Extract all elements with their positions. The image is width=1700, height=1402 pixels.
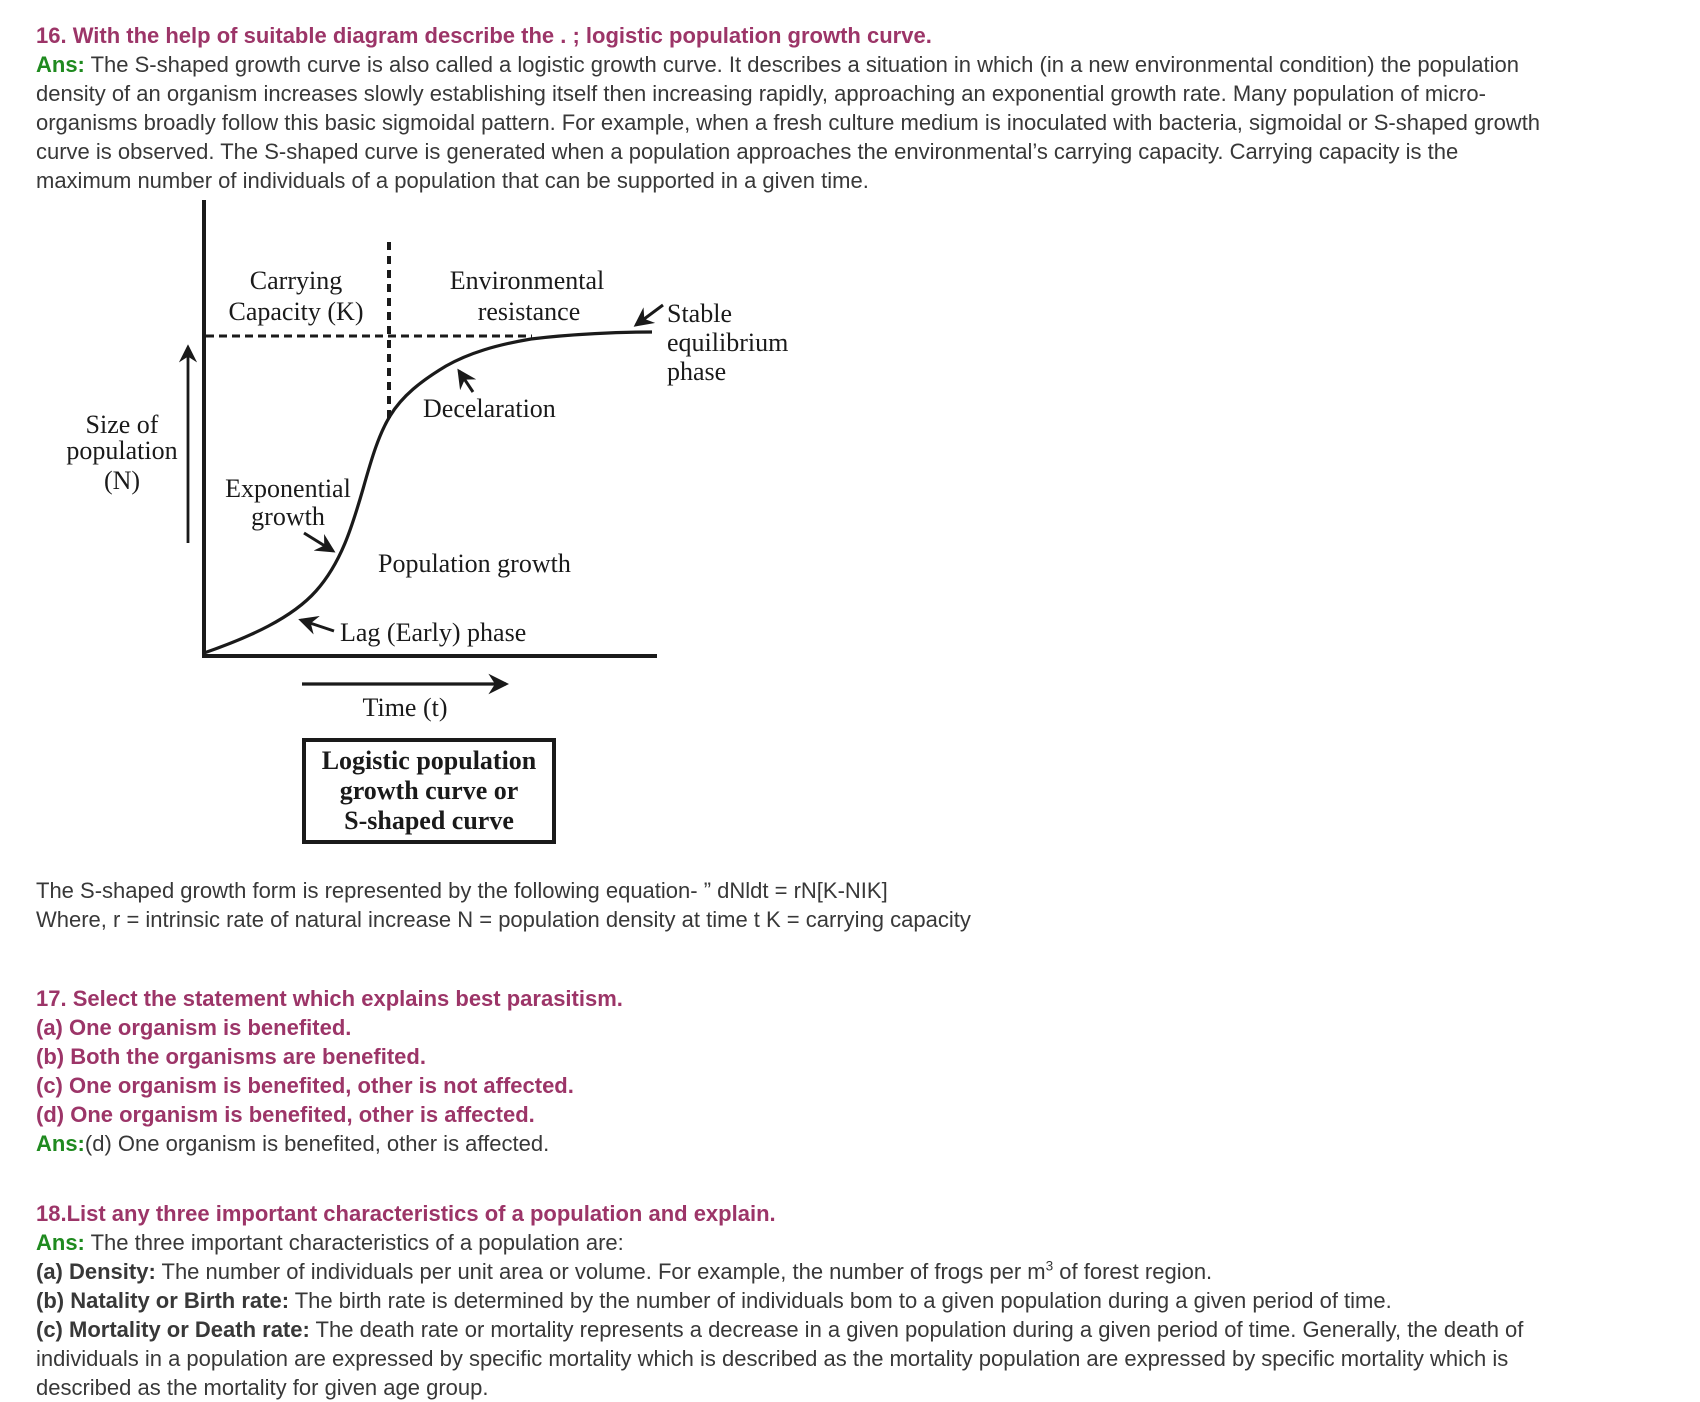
question-18-item-natality bbox=[36, 1286, 1556, 1315]
caption-box-line2: growth curve or bbox=[339, 776, 519, 805]
equation-line1: The S-shaped growth form is represented by the following equation- ” dNldt = rN[K-NIK] bbox=[36, 878, 888, 903]
item-text-after: of forest region. bbox=[1053, 1259, 1213, 1284]
item-text: The birth rate is determined by the number of individuals bom to a given population during a given period of time. bbox=[289, 1288, 1392, 1313]
question-18-heading: 18.List any three important characteristics of a population and explain. bbox=[36, 1201, 776, 1226]
item-label: (c) Mortality or Death rate: bbox=[36, 1317, 310, 1342]
environmental-resistance-label-line2: resistance bbox=[477, 297, 581, 326]
question-17-option-c: (c) One organism is benefited, other is not affected. bbox=[36, 1073, 574, 1098]
deceleration-label: Decelaration bbox=[423, 394, 556, 423]
answer-intro-text: The three important characteristics of a population are: bbox=[90, 1230, 624, 1255]
question-18-item-mortality bbox=[36, 1315, 1556, 1402]
question-18-answer-intro bbox=[36, 1228, 1556, 1257]
size-of-population-label-line3: (N) bbox=[103, 466, 141, 495]
lag-phase-arrow bbox=[301, 620, 334, 631]
carrying-capacity-label-line1: Carrying bbox=[249, 266, 343, 295]
carrying-capacity-label-line2: Capacity (K) bbox=[228, 297, 364, 326]
stable-equilibrium-label-line3: phase bbox=[667, 357, 727, 386]
question-17-section bbox=[36, 984, 1556, 1158]
population-growth-label: Population growth bbox=[378, 549, 571, 578]
question-17-option-d: (d) One organism is benefited, other is affected. bbox=[36, 1102, 535, 1127]
lag-phase-label: Lag (Early) phase bbox=[340, 618, 527, 647]
stable-equilibrium-arrow bbox=[636, 305, 663, 325]
stable-equilibrium-label-line2: equilibrium bbox=[667, 328, 789, 357]
answer-label: Ans: bbox=[36, 1230, 85, 1255]
equation-line2: Where, r = intrinsic rate of natural increase N = population density at time t K = carrying capacity bbox=[36, 907, 971, 932]
size-of-population-label-line2: population bbox=[66, 436, 178, 465]
question-16-section bbox=[36, 21, 1556, 195]
question-17-option-b: (b) Both the organisms are benefited. bbox=[36, 1044, 426, 1069]
equation-section bbox=[36, 876, 1556, 934]
item-text: The death rate or mortality represents a decrease in a given population during a given period of time. Generally, the death of individuals in a population are expressed by specific mortality which is described as the mortality population are expressed by specific mortality which is described as the mortality for given age group. bbox=[36, 1317, 1524, 1400]
item-label: (b) Natality or Birth rate: bbox=[36, 1288, 290, 1313]
stable-equilibrium-label-line1: Stable bbox=[667, 299, 732, 328]
exponential-growth-label-line1: Exponential bbox=[225, 474, 351, 503]
deceleration-arrow bbox=[459, 371, 473, 392]
caption-box-line1: Logistic population bbox=[321, 746, 537, 775]
answer-text: (d) One organism is benefited, other is affected. bbox=[84, 1131, 550, 1156]
environmental-resistance-label-line1: Environmental bbox=[449, 266, 605, 295]
question-18-item-density bbox=[36, 1257, 1556, 1286]
item-label: (a) Density: bbox=[36, 1259, 156, 1284]
time-axis-label: Time (t) bbox=[362, 693, 448, 722]
question-17-answer bbox=[36, 1129, 1556, 1158]
question-16-heading: 16. With the help of suitable diagram describe the . ; logistic population growth curve. bbox=[36, 23, 932, 48]
caption-box-line3: S-shaped curve bbox=[344, 806, 514, 835]
question-18-section bbox=[36, 1199, 1556, 1402]
superscript-3: 3 bbox=[1045, 1258, 1054, 1274]
item-text: The number of individuals per unit area or volume. For example, the number of frogs per m bbox=[155, 1259, 1046, 1284]
size-of-population-label-line1: Size of bbox=[85, 410, 159, 439]
answer-label: Ans: bbox=[36, 1131, 85, 1156]
question-16-answer bbox=[36, 50, 1556, 195]
answer-text: The S-shaped growth curve is also called a logistic growth curve. It describes a situation in which (in a new environmental condition) the population density of an organism increases slowly establishing itself then increasing rapidly, approaching an exponential growth rate. Many population of micro-organisms broadly follow this basic sigmoidal pattern. For example, when a fresh culture medium is inoculated with bacteria, sigmoidal or S-shaped growth curve is observed. The S-shaped curve is generated when a population approaches the environmental’s carrying capacity. Carrying capacity is the maximum number of individuals of a population that can be supported in a given time. bbox=[36, 52, 1541, 193]
exponential-growth-arrow bbox=[304, 533, 333, 551]
logistic-growth-diagram bbox=[0, 195, 830, 855]
exponential-growth-label-line2: growth bbox=[251, 502, 325, 531]
question-17-heading: 17. Select the statement which explains best parasitism. bbox=[36, 986, 623, 1011]
question-17-option-a: (a) One organism is benefited. bbox=[36, 1015, 352, 1040]
answer-label: Ans: bbox=[36, 52, 85, 77]
